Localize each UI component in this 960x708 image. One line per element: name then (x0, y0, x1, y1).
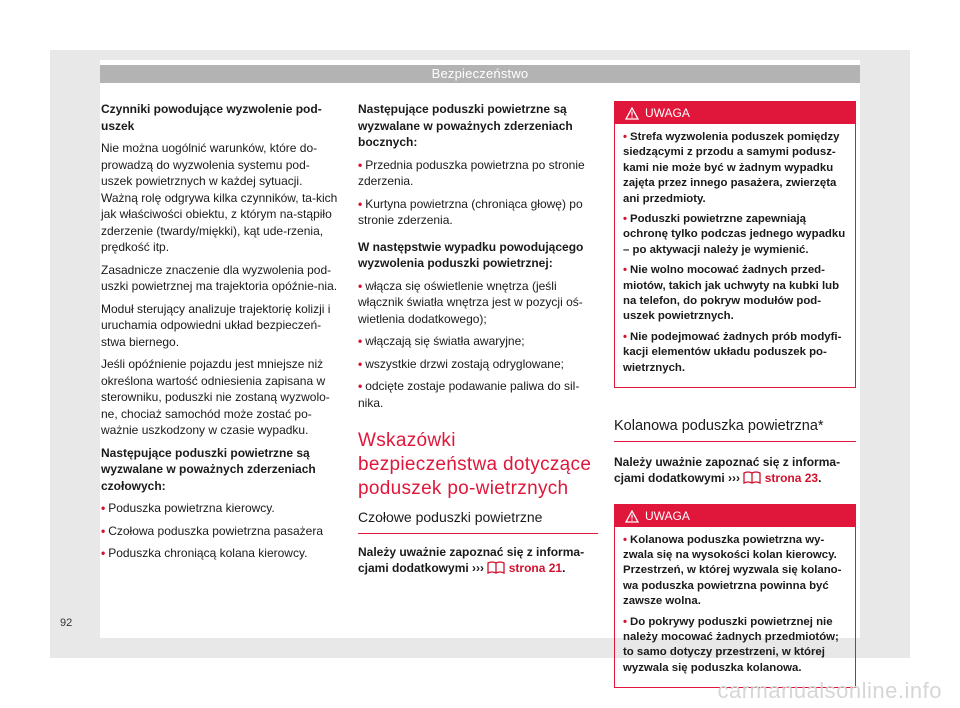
cross-reference-note: Należy uważnie zapoznać się z informa-cjami dodatkowymi ››› strona 23. (614, 454, 856, 490)
bullet-icon: • (358, 196, 363, 211)
bullet-icon: • (358, 334, 363, 348)
page-link[interactable]: strona 23 (764, 471, 819, 486)
watermark: carmanualsonline.info (717, 678, 942, 703)
book-icon (743, 471, 761, 490)
book-icon (487, 561, 505, 580)
warning-header: UWAGA (615, 505, 855, 527)
warning-item: • Do pokrywy poduszki powietrznej nie należy mocować żadnych przedmiotów; to samo dotyczy przestrzeni, w której wyzwala się poduszka kolanowa. (623, 615, 839, 674)
warning-body (615, 124, 855, 387)
list-item: • włącza się oświetlenie wnętrza (jeśli włącznik światła wnętrza jest w pozycji oś-wietlenia dodatkowego); (358, 278, 583, 326)
list-item: • Poduszka powietrzna kierowcy. (101, 501, 275, 515)
warning-box (614, 504, 856, 689)
heading-frontal: Następujące poduszki powietrzne są wyzwalane w poważnych zderzeniach czołowych: (101, 445, 316, 493)
bullet-icon: • (623, 213, 627, 226)
list-item: • wszystkie drzwi zostają odryglowane; (358, 356, 564, 371)
bullet-icon: • (623, 264, 627, 277)
paragraph: Jeśli opóźnienie pojazdu jest mniejsze niż określona wartość odniesienia zapisana w sterowniku, poduszki nie zostaną wyzwolo-ne, chociaż samochód może zostać po-ważnie uszkodzony w czasie wypadku. (101, 357, 330, 437)
warning-item: • Poduszki powietrzne zapewniają ochronę tylko podczas jednego wypadku – po aktywacji należy je wymienić. (623, 213, 846, 256)
section-title: Wskazówki bezpieczeństwa dotyczące poduszek po-wietrznych (358, 430, 592, 499)
list-item: • Przednia poduszka powietrzna po stronie zderzenia. (358, 157, 585, 188)
subsection-title: Czołowe poduszki powietrzne (358, 509, 598, 534)
list-item: • odcięte zostaje podawanie paliwa do sil-nika. (358, 379, 580, 410)
heading-after-accident: W następstwie wypadku powodującego wyzwolenia poduszki powietrznej: (358, 239, 584, 270)
bullet-icon: • (101, 523, 106, 538)
paragraph: Zasadnicze znaczenie dla wyzwolenia pod-uszki powietrznej ma trajektoria opóźnie-nia. (101, 262, 338, 293)
page-link[interactable]: strona 21 (508, 561, 563, 575)
page-number: 92 (60, 617, 73, 629)
paragraph: Moduł sterujący analizuje trajektorię kolizji i uruchamia odpowiedni układ bezpieczeń-stwa biernego. (101, 301, 331, 349)
warning-item: • Kolanowa poduszka powietrzna wy-zwala się na wysokości kolan kierowcy. Przestrzeń, w której wyzwala się kolano-wa poduszka powietrzna powinna być zawsze wolna. (623, 533, 842, 608)
column-middle (358, 101, 598, 586)
warning-triangle-icon (625, 107, 639, 120)
column-right (614, 101, 856, 698)
bullet-icon: • (623, 131, 627, 143)
warning-body (615, 527, 855, 688)
warning-header: UWAGA (615, 102, 855, 124)
list-item: • Poduszka chroniącą kolana kierowcy. (101, 546, 308, 560)
paragraph: Nie można uogólnić warunków, które do-prowadzą do wyzwolenia systemu pod-uszek powietrznych w każdej sytuacji. Ważną rolę odgrywa kilka czynników, ta-kich jak właściwości obiektu, z którym na-stąpiło zderzenie (twardy/miękki), kąt ude-rzenia, prędkość itp. (101, 141, 338, 254)
list-item: • Kurtyna powietrzna (chroniąca głowę) po stronie zderzenia. (358, 196, 583, 227)
list-item: • włączają się światła awaryjne; (358, 334, 525, 348)
running-header: Bezpieczeństwo (100, 65, 860, 83)
bullet-icon: • (358, 356, 363, 371)
bullet-icon: • (623, 615, 627, 628)
warning-item: • Nie podejmować żadnych prób modyfi-kacji elementów układu poduszek po-wietrznych. (623, 330, 842, 374)
heading-triggers: Czynniki powodujące wyzwolenie pod-uszek (101, 102, 322, 133)
bullet-icon: • (101, 546, 106, 560)
warning-item: • Strefa wyzwolenia poduszek pomiędzy siedzącymi z przodu a samymi podusz-kami nie może być w żadnym wypadku zajęta przez innego pasażera, zwierzęta ani przedmioty. (623, 131, 840, 205)
subsection-title: Kolanowa poduszka powietrzna* (614, 418, 856, 442)
warning-item: • Nie wolno mocować żadnych przed-miotów, takich jak uchwyty na kubki lub na telefon, do pokryw modułów pod-uszek powietrznych. (623, 264, 840, 323)
bullet-icon: • (101, 501, 106, 515)
list-item: • Czołowa poduszka powietrzna pasażera (101, 523, 323, 538)
column-left (101, 101, 341, 568)
bullet-icon: • (358, 157, 363, 172)
bullet-icon: • (358, 278, 363, 293)
cross-reference-note: Należy uważnie zapoznać się z informa-cjami dodatkowymi ››› strona 21. (358, 544, 598, 580)
warning-triangle-icon (625, 510, 639, 523)
bullet-icon: • (623, 330, 627, 343)
heading-side: Następujące poduszki powietrzne są wyzwalane w poważnych zderzeniach bocznych: (358, 102, 573, 149)
bullet-icon: • (623, 533, 627, 546)
warning-box (614, 101, 856, 388)
bullet-icon: • (358, 379, 363, 393)
